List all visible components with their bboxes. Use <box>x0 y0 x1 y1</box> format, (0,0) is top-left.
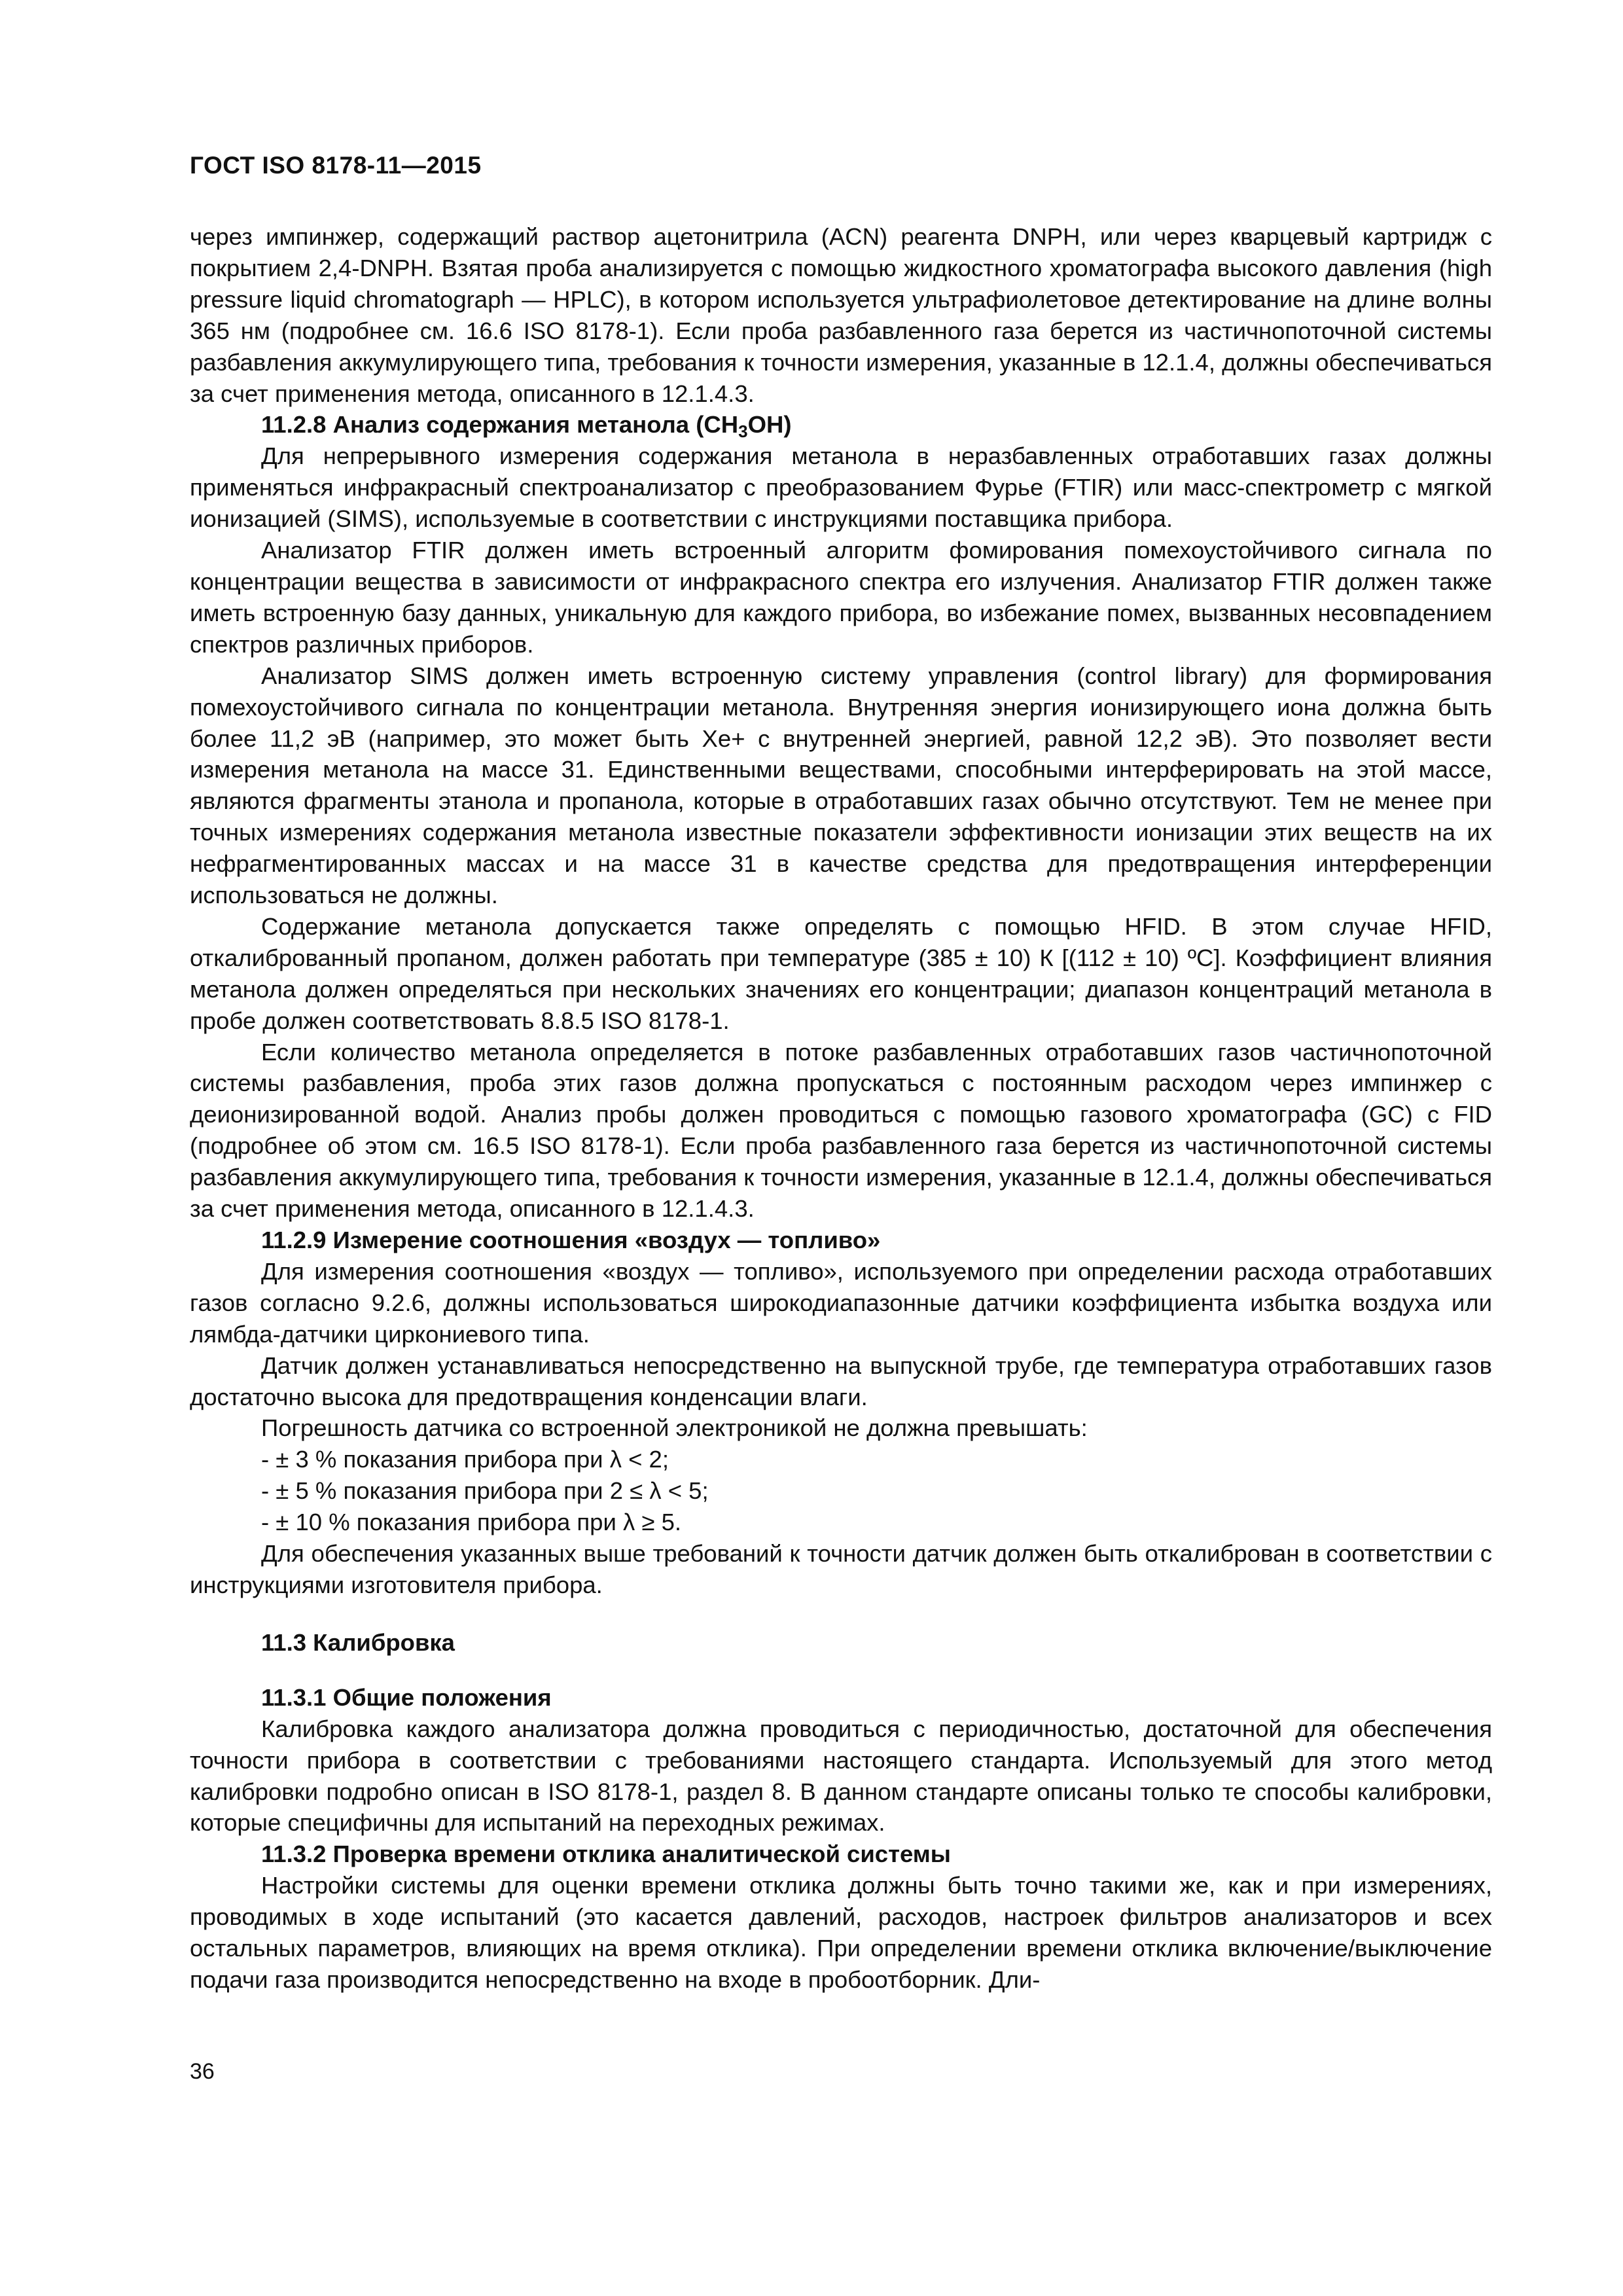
paragraph: Калибровка каждого анализатора должна проводиться с периодичностью, достаточной для обеспечения точности прибора в соответствии с требованиями настоящего стандарта. Используемый для этого метод калибровки подробно описан в ISO 8178-1, раздел 8. В данном стандарте описаны только те способы калибровки, которые специфичны для испытаний на переходных режимах. <box>190 1715 1492 1837</box>
paragraph: Если количество метанола определяется в потоке разбавленных отработавших газов частичнопоточной системы разбавления, проба этих газов должна пропускаться с постоянным расходом через импинжер с деионизированной водой. Анализ пробы должен проводиться с помощью газового хроматографа (GC) с FID (подробнее об этом см. 16.5 ISO 8178-1). Если проба разбавленного газа берется из частичнопоточной системы разбавления аккумулирующего типа, требования к точности измерения, указанные в 12.1.4, должны обеспечиваться за счет применения метода, описанного в 12.1.4.3. <box>190 1038 1492 1223</box>
paragraph: Содержание метанола допускается также определять с помощью HFID. В этом случае HFID, откалиброванный пропаном, должен работать при температуре (385 ± 10) К [(112 ± 10) ºC]. Коэффициент влияния метанола должен определяться при нескольких значениях его концентрации; диапазон концентраций метанола в пробе должен соответствовать 8.8.5 ISO 8178-1. <box>190 912 1492 1034</box>
paragraph-continuation: через импинжер, содержащий раствор ацетонитрила (ACN) реагента DNPH, или через кварцевый картридж с покрытием 2,4-DNPH. Взятая проба анализируется с помощью жидкостного хроматографа высокого давления (high pressure liquid chromatograph — HPLC), в котором используется ультрафиолетовое детектирование на длине волны 365 нм (подробнее см. 16.6 ISO 8178-1). Если проба разбавленного газа берется из частичнопоточной системы разбавления аккумулирующего типа, требования к точности измерения, указанные в 12.1.4, должны обеспечиваться за счет применения метода, описанного в 12.1.4.3. <box>190 223 1492 407</box>
subscript-3: 3 <box>738 422 748 442</box>
paragraph: Для непрерывного измерения содержания метанола в неразбавленных отработавших газах должны применяться инфракрасный спектроанализатор с преобразованием Фурье (FTIR) или масс-спектрометр с мягкой ионизацией (SIMS), используемые в соответствии с инструкциями поставщика прибора. <box>190 442 1492 533</box>
heading-11-3-1: 11.3.1 Общие положения <box>261 1683 552 1711</box>
document-header: ГОСТ ISO 8178-11—2015 <box>190 152 482 179</box>
paragraph: Погрешность датчика со встроенной электроникой не должна превышать: <box>261 1414 1088 1442</box>
paragraph: Датчик должен устанавливаться непосредственно на выпускной трубе, где температура отработавших газов достаточно высока для предотвращения конденсации влаги. <box>190 1352 1492 1410</box>
paragraph: Настройки системы для оценки времени отклика должны быть точно такими же, как и при измерениях, проводимых в ходе испытаний (это касается давлений, расходов, настроек фильтров анализаторов и всех остальных параметров, влияющих на время отклика). При определении времени отклика включение/выключение подачи газа производится непосредственно на входе в пробоотборник. Дли- <box>190 1872 1492 1993</box>
heading-11-2-9: 11.2.9 Измерение соотношения «воздух — топливо» <box>261 1227 881 1253</box>
heading-11-3-2: 11.3.2 Проверка времени отклика аналитической системы <box>261 1840 951 1868</box>
paragraph: Анализатор FTIR должен иметь встроенный алгоритм фомирования помехоустойчивого сигнала по концентрации вещества в зависимости от инфракрасного спектра его излучения. Анализатор FTIR должен также иметь встроенную базу данных, уникальную для каждого прибора, во избежание помех, вызванных несовпадением спектров различных приборов. <box>190 537 1492 658</box>
list-item: - ± 10 % показания прибора при λ ≥ 5. <box>261 1509 682 1536</box>
heading-text: 11.2.8 Анализ содержания метанола (CH <box>261 411 739 439</box>
document-body <box>190 221 1492 1996</box>
list-item: - ± 5 % показания прибора при 2 ≤ λ < 5; <box>261 1477 709 1505</box>
paragraph: Для обеспечения указанных выше требований к точности датчик должен быть откалиброван в соответствии с инструкциями изготовителя прибора. <box>190 1540 1492 1598</box>
list-item: - ± 3 % показания прибора при λ < 2; <box>261 1446 669 1473</box>
paragraph: Анализатор SIMS должен иметь встроенную систему управления (control library) для формирования помехоустойчивого сигнала по концентрации метанола. Внутренняя энергия ионизирующего иона должна быть более 11,2 эВ (например, это может быть Xe+ с внутренней энергией, равной 12,2 эВ). Это позволяет вести измерения метанола на массе 31. Единственными веществами, способными интерферировать на этой массе, являются фрагменты этанола и пропанола, которые в отработавших газах обычно отсутствуют. Тем не менее при точных измерениях содержания метанола известные показатели эффективности ионизации этих веществ на их нефрагментированных массах и на массе 31 в качестве средства для предотвращения интерференции использоваться не должны. <box>190 662 1492 909</box>
paragraph: Для измерения соотношения «воздух — топливо», используемого при определении расхода отработавших газов согласно 9.2.6, должны использоваться широкодиапазонные датчики коэффициента избытка воздуха или лямбда-датчики циркониевого типа. <box>190 1257 1492 1348</box>
heading-11-2-8 <box>190 409 1492 440</box>
page-number: 36 <box>190 2059 215 2084</box>
heading-11-3: 11.3 Калибровка <box>261 1628 455 1656</box>
heading-text-end: OH) <box>747 411 792 439</box>
